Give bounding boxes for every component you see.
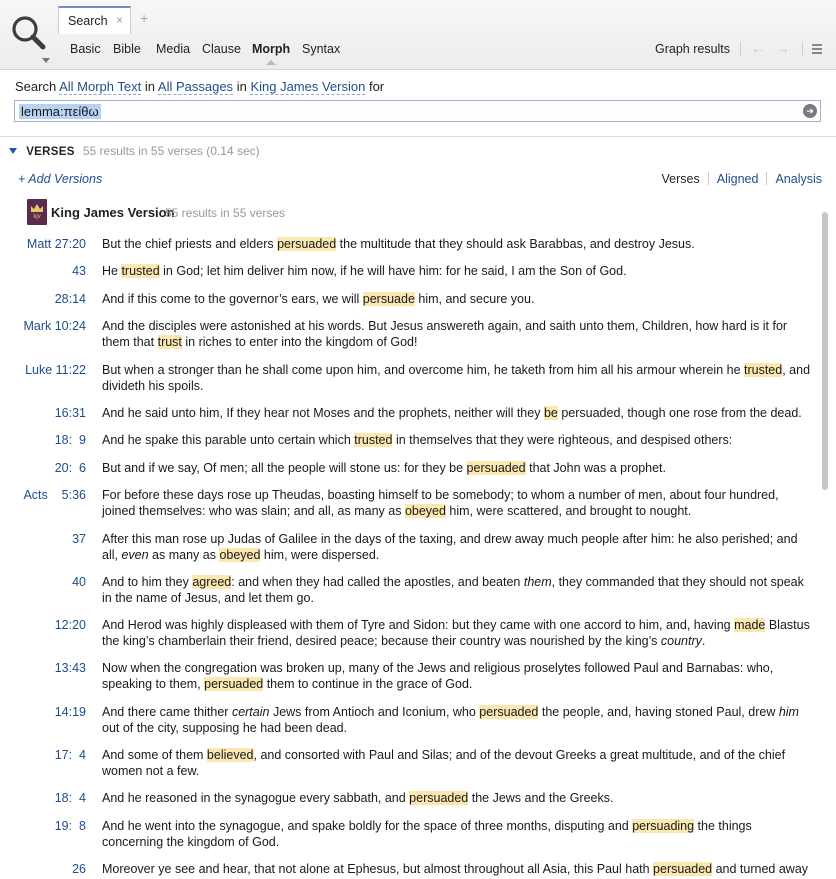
verse-text — [102, 747, 815, 779]
verse-text-segment: And some of them — [102, 748, 207, 762]
verse-text — [102, 487, 815, 519]
search-in-label: in — [236, 79, 247, 94]
verse-reference-link[interactable]: Luke 11:22 — [25, 363, 86, 377]
view-mode-switcher — [662, 172, 822, 186]
toolbar-divider — [740, 42, 741, 56]
italic-word: them — [523, 575, 552, 589]
verse-text-segment: as many as — [148, 548, 220, 562]
tab-bible[interactable]: Bible — [113, 42, 141, 56]
verse-text — [102, 818, 815, 850]
verse-text-segment: Now when the congregation was broken up, many of the Jews and religious proselytes followed Paul and Barnabas: who, speaking to them, — [102, 661, 774, 691]
go-arrow-icon[interactable]: ➜ — [803, 104, 817, 118]
verses-section-header[interactable] — [9, 144, 260, 158]
search-hit[interactable]: persuaded — [409, 791, 469, 805]
verse-text-segment: the people, and, having stoned Paul, drew — [538, 705, 779, 719]
tab-clause[interactable]: Clause — [202, 42, 241, 56]
search-hit[interactable]: trusted — [121, 264, 160, 278]
verse-text-segment: For before these days rose up Theudas, boasting himself to be somebody; to whom a number of men, about four hundred, joined themselves: who was slain; and all, as many as — [102, 488, 779, 518]
back-arrow-icon[interactable]: ← — [751, 40, 765, 56]
forward-arrow-icon[interactable]: → — [776, 40, 790, 56]
verse-reference-link[interactable]: 14:19 — [54, 705, 86, 719]
search-hit[interactable]: persuade — [362, 292, 415, 306]
search-query-text[interactable]: lemma:πείθω — [21, 104, 99, 119]
search-hit[interactable]: persuading — [632, 819, 695, 833]
verse-text-segment: And he spake this parable unto certain which — [102, 433, 355, 447]
verse-reference-link[interactable]: 43 — [72, 264, 86, 278]
tab-morph[interactable]: Morph — [252, 42, 291, 56]
verse-reference-link[interactable]: Acts 5:36 — [23, 488, 86, 502]
verse-text-segment: . — [701, 634, 706, 648]
verse-text-segment: And to him they — [102, 575, 193, 589]
verse-text-segment: the things concerning the kingdom of God. — [102, 819, 752, 849]
verse-reference-link[interactable]: Mark 10:24 — [23, 319, 86, 333]
verse-text-segment: in riches to enter into the kingdom of God! — [181, 335, 418, 349]
verse-text-segment: Jews from Antioch and Iconium, who — [269, 705, 480, 719]
tab-search-label: Search — [68, 14, 108, 28]
italic-word: even — [121, 548, 149, 562]
verse-text-segment: him, and secure you. — [414, 292, 535, 306]
verse-text-segment: And the disciples were astonished at his words. But Jesus answereth again, and saith unto them, Children, how hard is it for them that — [102, 319, 788, 349]
verse-text — [102, 617, 815, 649]
verses-title: VERSES — [26, 146, 75, 158]
verse-reference-link[interactable]: 18: 4 — [54, 791, 86, 805]
verse-text-segment: And he went into the synagogue, and spake boldly for the space of three months, disputing and — [102, 819, 633, 833]
version-stats: 55 results in 55 verses — [165, 206, 286, 220]
magnifier-icon — [8, 12, 50, 66]
search-hit[interactable]: trusted — [354, 433, 393, 447]
search-scope-line — [15, 79, 384, 94]
verse-text-segment: : and when they had called the apostles, and beaten — [231, 575, 524, 589]
search-hit[interactable]: persuaded — [653, 862, 713, 876]
version-name[interactable]: King James Version — [51, 205, 175, 220]
search-for-label: for — [368, 79, 385, 94]
verse-reference-link[interactable]: 17: 4 — [54, 748, 86, 762]
verse-text-segment: in themselves that they were righteous, and despised others: — [392, 433, 733, 447]
passages-dropdown[interactable]: All Passages — [157, 79, 234, 94]
search-hit[interactable]: persuaded — [277, 237, 337, 251]
view-aligned[interactable]: Aligned — [716, 172, 759, 186]
verse-text-segment: And he reasoned in the synagogue every sabbath, and — [102, 791, 410, 805]
panel-menu-icon[interactable] — [812, 44, 822, 56]
close-icon[interactable]: × — [116, 13, 124, 27]
tab-basic[interactable]: Basic — [70, 42, 101, 56]
verse-reference-link[interactable]: 16:31 — [54, 406, 86, 420]
verse-text-segment: He — [102, 264, 122, 278]
search-hit[interactable]: made — [734, 618, 766, 632]
tab-media[interactable]: Media — [156, 42, 191, 56]
search-hit[interactable]: believed — [206, 748, 254, 762]
verse-text — [102, 263, 815, 279]
search-hit[interactable]: be — [543, 406, 558, 420]
add-versions-link[interactable]: + Add Versions — [18, 172, 103, 186]
verse-text — [102, 704, 815, 736]
search-hit[interactable]: persuaded — [204, 677, 264, 691]
verse-text-segment: But the chief priests and elders — [102, 237, 278, 251]
verse-text-segment: persuaded, though one rose from the dead. — [557, 406, 802, 420]
verse-text-segment: But when a stronger than he shall come upon him, and overcome him, he taketh from him all his armour wherein he — [102, 363, 744, 377]
verse-text — [102, 790, 815, 806]
italic-word: country — [660, 634, 702, 648]
search-prefix: Search — [15, 79, 57, 94]
verse-text — [102, 861, 815, 877]
verse-text-segment: And there came thither — [102, 705, 232, 719]
kjv-logo: kjv — [27, 199, 47, 225]
verse-text-segment: them to continue in the grace of God. — [263, 677, 473, 691]
verse-text-segment: the Jews and the Greeks. — [468, 791, 614, 805]
search-hit[interactable]: obeyed — [404, 504, 446, 518]
verse-text — [102, 460, 815, 476]
verse-text — [102, 291, 815, 307]
italic-word: him — [778, 705, 799, 719]
search-hit[interactable]: trusted — [744, 363, 783, 377]
divider — [0, 136, 836, 137]
verse-text-segment: Moreover ye see and hear, that not alone at Ephesus, but almost throughout all Asia, this Paul hath — [102, 862, 654, 876]
verse-text-segment: Blastus the king’s chamberlain their friend, desired peace; because their country was nourished by the king’s — [102, 618, 810, 648]
verse-text-segment: After this man rose up Judas of Galilee in the days of the taxing, and drew away much people after him: he also perished; and all, — [102, 532, 798, 562]
search-hit[interactable]: persuaded — [479, 705, 539, 719]
verse-text-segment: in God; let him deliver him now, if he will have him: for he said, I am the Son of God. — [159, 264, 627, 278]
verse-text-segment: him, were scattered, and brought to nought. — [445, 504, 692, 518]
verse-text-segment: And if this come to the governor’s ears, we will — [102, 292, 363, 306]
verse-text-segment: And he said unto him, If they hear not Moses and the prophets, neither will they — [102, 406, 544, 420]
version-dropdown[interactable]: King James Version — [250, 79, 366, 94]
verse-text — [102, 574, 815, 606]
verse-text — [102, 660, 815, 692]
verse-text-segment: , and divideth his spoils. — [102, 363, 811, 393]
verse-reference-link[interactable]: 12:20 — [54, 618, 86, 632]
verse-reference-link[interactable]: 20: 6 — [54, 461, 86, 475]
verse-reference-link[interactable]: 40 — [72, 575, 86, 589]
search-hit[interactable]: agreed — [192, 575, 232, 589]
verse-reference-link[interactable]: 13:43 — [54, 661, 86, 675]
search-scope-dropdown[interactable]: All Morph Text — [59, 79, 142, 94]
verse-text-segment: him, were dispersed. — [260, 548, 380, 562]
verse-text — [102, 432, 815, 448]
search-hit[interactable]: persuaded — [466, 461, 526, 475]
search-panel-header — [0, 0, 836, 70]
verse-text — [102, 531, 815, 563]
verse-text-segment: And Herod was highly displeased with them of Tyre and Sidon: but they came with one accord to him, and, having — [102, 618, 735, 632]
crown-icon — [31, 204, 43, 212]
tab-strip — [58, 4, 836, 32]
tab-syntax[interactable]: Syntax — [302, 42, 341, 56]
verse-reference-link[interactable]: 19: 8 — [54, 819, 86, 833]
verse-text-segment: and turned away — [712, 862, 809, 876]
verse-text — [102, 236, 815, 252]
verse-reference-link[interactable]: 37 — [72, 532, 86, 546]
verse-reference-link[interactable]: Matt 27:20 — [26, 237, 86, 251]
verse-reference-link[interactable]: 28:14 — [54, 292, 86, 306]
tab-search[interactable] — [58, 6, 131, 34]
add-tab-icon[interactable]: + — [140, 10, 149, 26]
search-panel-icon[interactable] — [8, 12, 50, 66]
verse-reference-link[interactable]: 18: 9 — [54, 433, 86, 447]
verse-text-segment: But and if we say, Of men; all the people will stone us: for they be — [102, 461, 467, 475]
italic-word: certain — [231, 705, 270, 719]
search-hit[interactable]: trust — [157, 335, 182, 349]
verse-text-segment: the multitude that they should ask Barabbas, and destroy Jesus. — [336, 237, 695, 251]
search-hit[interactable]: obeyed — [219, 548, 261, 562]
graph-results-button[interactable]: Graph results — [655, 42, 731, 56]
verse-text-segment: , they commanded that they should not speak in the name of Jesus, and let them go. — [102, 575, 804, 605]
search-input[interactable] — [14, 100, 821, 122]
verses-stats: 55 results in 55 verses (0.14 sec) — [82, 144, 260, 158]
collapse-triangle-icon[interactable] — [9, 148, 17, 154]
verse-text-segment: out of the city, supposing he had been dead. — [102, 721, 348, 735]
toolbar-divider — [802, 42, 803, 56]
scrollbar-thumb[interactable] — [822, 212, 828, 490]
verse-text — [102, 362, 815, 394]
verse-text-segment: , and consorted with Paul and Silas; and of the devout Greeks a great multitude, and of the chief women not a few. — [102, 748, 786, 778]
view-verses[interactable]: Verses — [661, 172, 700, 186]
verse-text — [102, 405, 815, 421]
view-analysis[interactable]: Analysis — [775, 172, 822, 186]
verse-text — [102, 318, 815, 350]
active-tab-indicator — [266, 60, 276, 65]
verse-text-segment: that John was a prophet. — [525, 461, 666, 475]
search-in-label: in — [144, 79, 155, 94]
verse-reference-link[interactable]: 26 — [72, 862, 86, 876]
